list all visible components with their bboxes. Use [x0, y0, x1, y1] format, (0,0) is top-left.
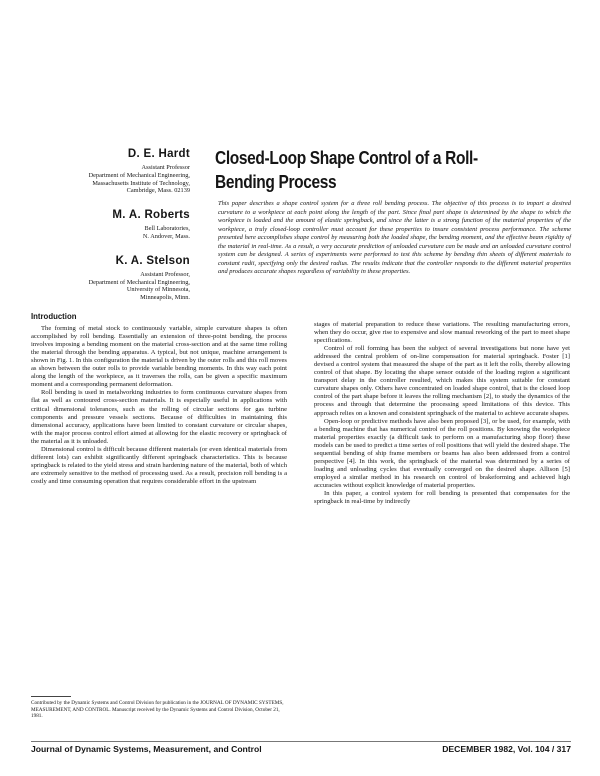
footnote: Contributed by the Dynamic Systems and Control Division for publication in the JOURNAL OF DYNAMIC SYSTEMS, MEASUREMENT, AND CONTROL. Manuscript received by the Dynamic Systems and Control Division, October 21, 1981.	[31, 700, 284, 720]
author-name: M. A. Roberts	[112, 209, 190, 222]
footnote-divider	[31, 696, 71, 697]
author-affiliation-line: Massachusetts Institute of Technology,	[92, 179, 190, 187]
author-block	[60, 255, 190, 302]
body-paragraph: Roll bending is used in metalworking industries to form continuous curvature shapes from flat as well as contoured cross-section materials. It is especially useful in applications with critical dimensional tolerances, such as the rolling of circular sections for gas turbine components and pressure vessels sections. Because of difficulties in maintaining this dimensional accuracy, applications have been limited to constant curvature or circular shapes, with the major process control effort aimed at allowing for the elastic recovery or springback of the material as it is unloaded.	[31, 389, 287, 445]
author-affiliation-line: University of Minnesota,	[126, 286, 190, 294]
author-affiliation-line: Minneapolis, Minn.	[140, 294, 190, 302]
body-paragraph: Open-loop or predictive methods have also been proposed [3], or be used, for example, with a bending machine that has numerical control of the roll positions. By knowing the workpiece material properties exactly (a difficult task to perform on a manufacturing shop floor) these models can be used to predict a time series of roll positions that will yield the desired shape. The sequential bending of ship frame members or beams has also been addressed from a control perspective [4]. In this work, the springback of the material was determined by a series of loading and unloading cycles that eventually converged on the desired shape. Allison [5] employed a similar method in his research on control of brakeforming and achieved high accuracies without explicit knowledge of material properties.	[314, 417, 570, 489]
author-affiliation-line: Assistant Professor	[141, 164, 190, 171]
author-block	[60, 148, 190, 195]
body-column-right	[314, 321, 570, 506]
body-paragraph: Control of roll forming has been the subject of several investigations but none have yet addressed the central problem of on-line compensation for material springback. Foster [1] devised a control system that measured the shape of the part as it left the rolls, thereby allowing control of that shape. By locating the shape sensor outside of the loading region a significant transport delay in the controller resulted, which makes this system suitable for constant curvature shapes only. Others have concentrated on loaded shape control, that is the closed loop control of the part shape before it leaves the rolling mechanism [2], to study the dynamics of the process and through that determine the processing speed limitations of this device. This approach relies on a known and consistent springback of the material to achieve accurate shapes.	[314, 345, 570, 417]
body-paragraph: Dimensional control is difficult because different materials (or even identical materials from different lots) can exhibit significantly different springback characteristics. This is because springback is related to the yield stress and strain hardening nature of the material, both of which are extremely sensitive to the method of processing used. As a result, precision roll bending is a costly and time consuming operation that requires considerable effort in the upstream	[31, 445, 287, 485]
author-affiliation-line: Assistant Professor,	[140, 270, 190, 278]
author-name: D. E. Hardt	[127, 148, 190, 160]
section-heading: Introduction	[31, 312, 77, 321]
author-affiliation-line: Department of Mechanical Engineering,	[88, 171, 190, 179]
author-list	[60, 148, 190, 316]
author-affiliation-line: Bell Laboratories,	[144, 225, 190, 233]
paper-title: Closed-Loop Shape Control of a Roll-Bending Process	[215, 148, 478, 192]
journal-name: Journal of Dynamic Systems, Measurement, and Control	[31, 744, 262, 754]
body-paragraph: In this paper, a control system for roll bending is presented that compensates for the springback in real-time by indirectly	[314, 489, 570, 506]
author-affiliation-line: Department of Mechanical Engineering,	[88, 278, 190, 286]
footer-divider	[31, 741, 571, 742]
body-paragraph: stages of material preparation to reduce these variations. The resulting manufacturing errors, when they do occur, give rise to expensive and slow manual reworking of the part to meet shape specifications.	[314, 321, 570, 345]
abstract: This paper describes a shape control system for a three roll bending process. The objective of this process is to impart a desired curvature to a workpiece at each point along the length of the part. Since final part shape is determined by the shape to which the workpiece is loaded and the amount of elastic springback, and since the latter is a strong function of the material properties of the workpiece, a truly closed-loop controller must account for these properties to insure consistent process performance. The scheme presented here accomplishes shape control by measuring both the loaded shape, the bending moment, and the effective beam rigidity of the material in real-time. As a result, a very accurate prediction of unloaded curvature can be made and an unloaded curvature control system can be designed. A series of experiments were performed to test this scheme by bending thin sheets of different materials to constant radii, specifying only the desired radius. The results indicate that the controller responds to the different material properties and produces accurate shapes regardless of variability in these properties.	[218, 200, 571, 276]
author-affiliation-line: Cambridge, Mass. 02139	[126, 187, 190, 195]
body-column-left	[31, 313, 287, 486]
author-affiliation-line: N. Andover, Mass.	[142, 232, 190, 240]
issue-info: DECEMBER 1982, Vol. 104 / 317	[442, 744, 571, 754]
author-name: K. A. Stelson	[115, 254, 190, 267]
author-block	[60, 209, 190, 241]
body-paragraph: The forming of metal stock to continuously variable, simple curvature shapes is often accomplished by roll bending. Essentially an extension of three-point bending, the process involves imposing a bending moment on the material cross-section and at the same time rolling the material through the bending apparatus. A typical, but not unique, machine arrangement is shown in Fig. 1. In this configuration the material is driven by the outer rolls and this roll moves as shown between the outer rolls to provide variable bending moments. In this way each point along the length of the workpiece, as it traverses the rolls, can be given a specific maximum moment and a corresponding permanent deformation.	[31, 325, 287, 389]
